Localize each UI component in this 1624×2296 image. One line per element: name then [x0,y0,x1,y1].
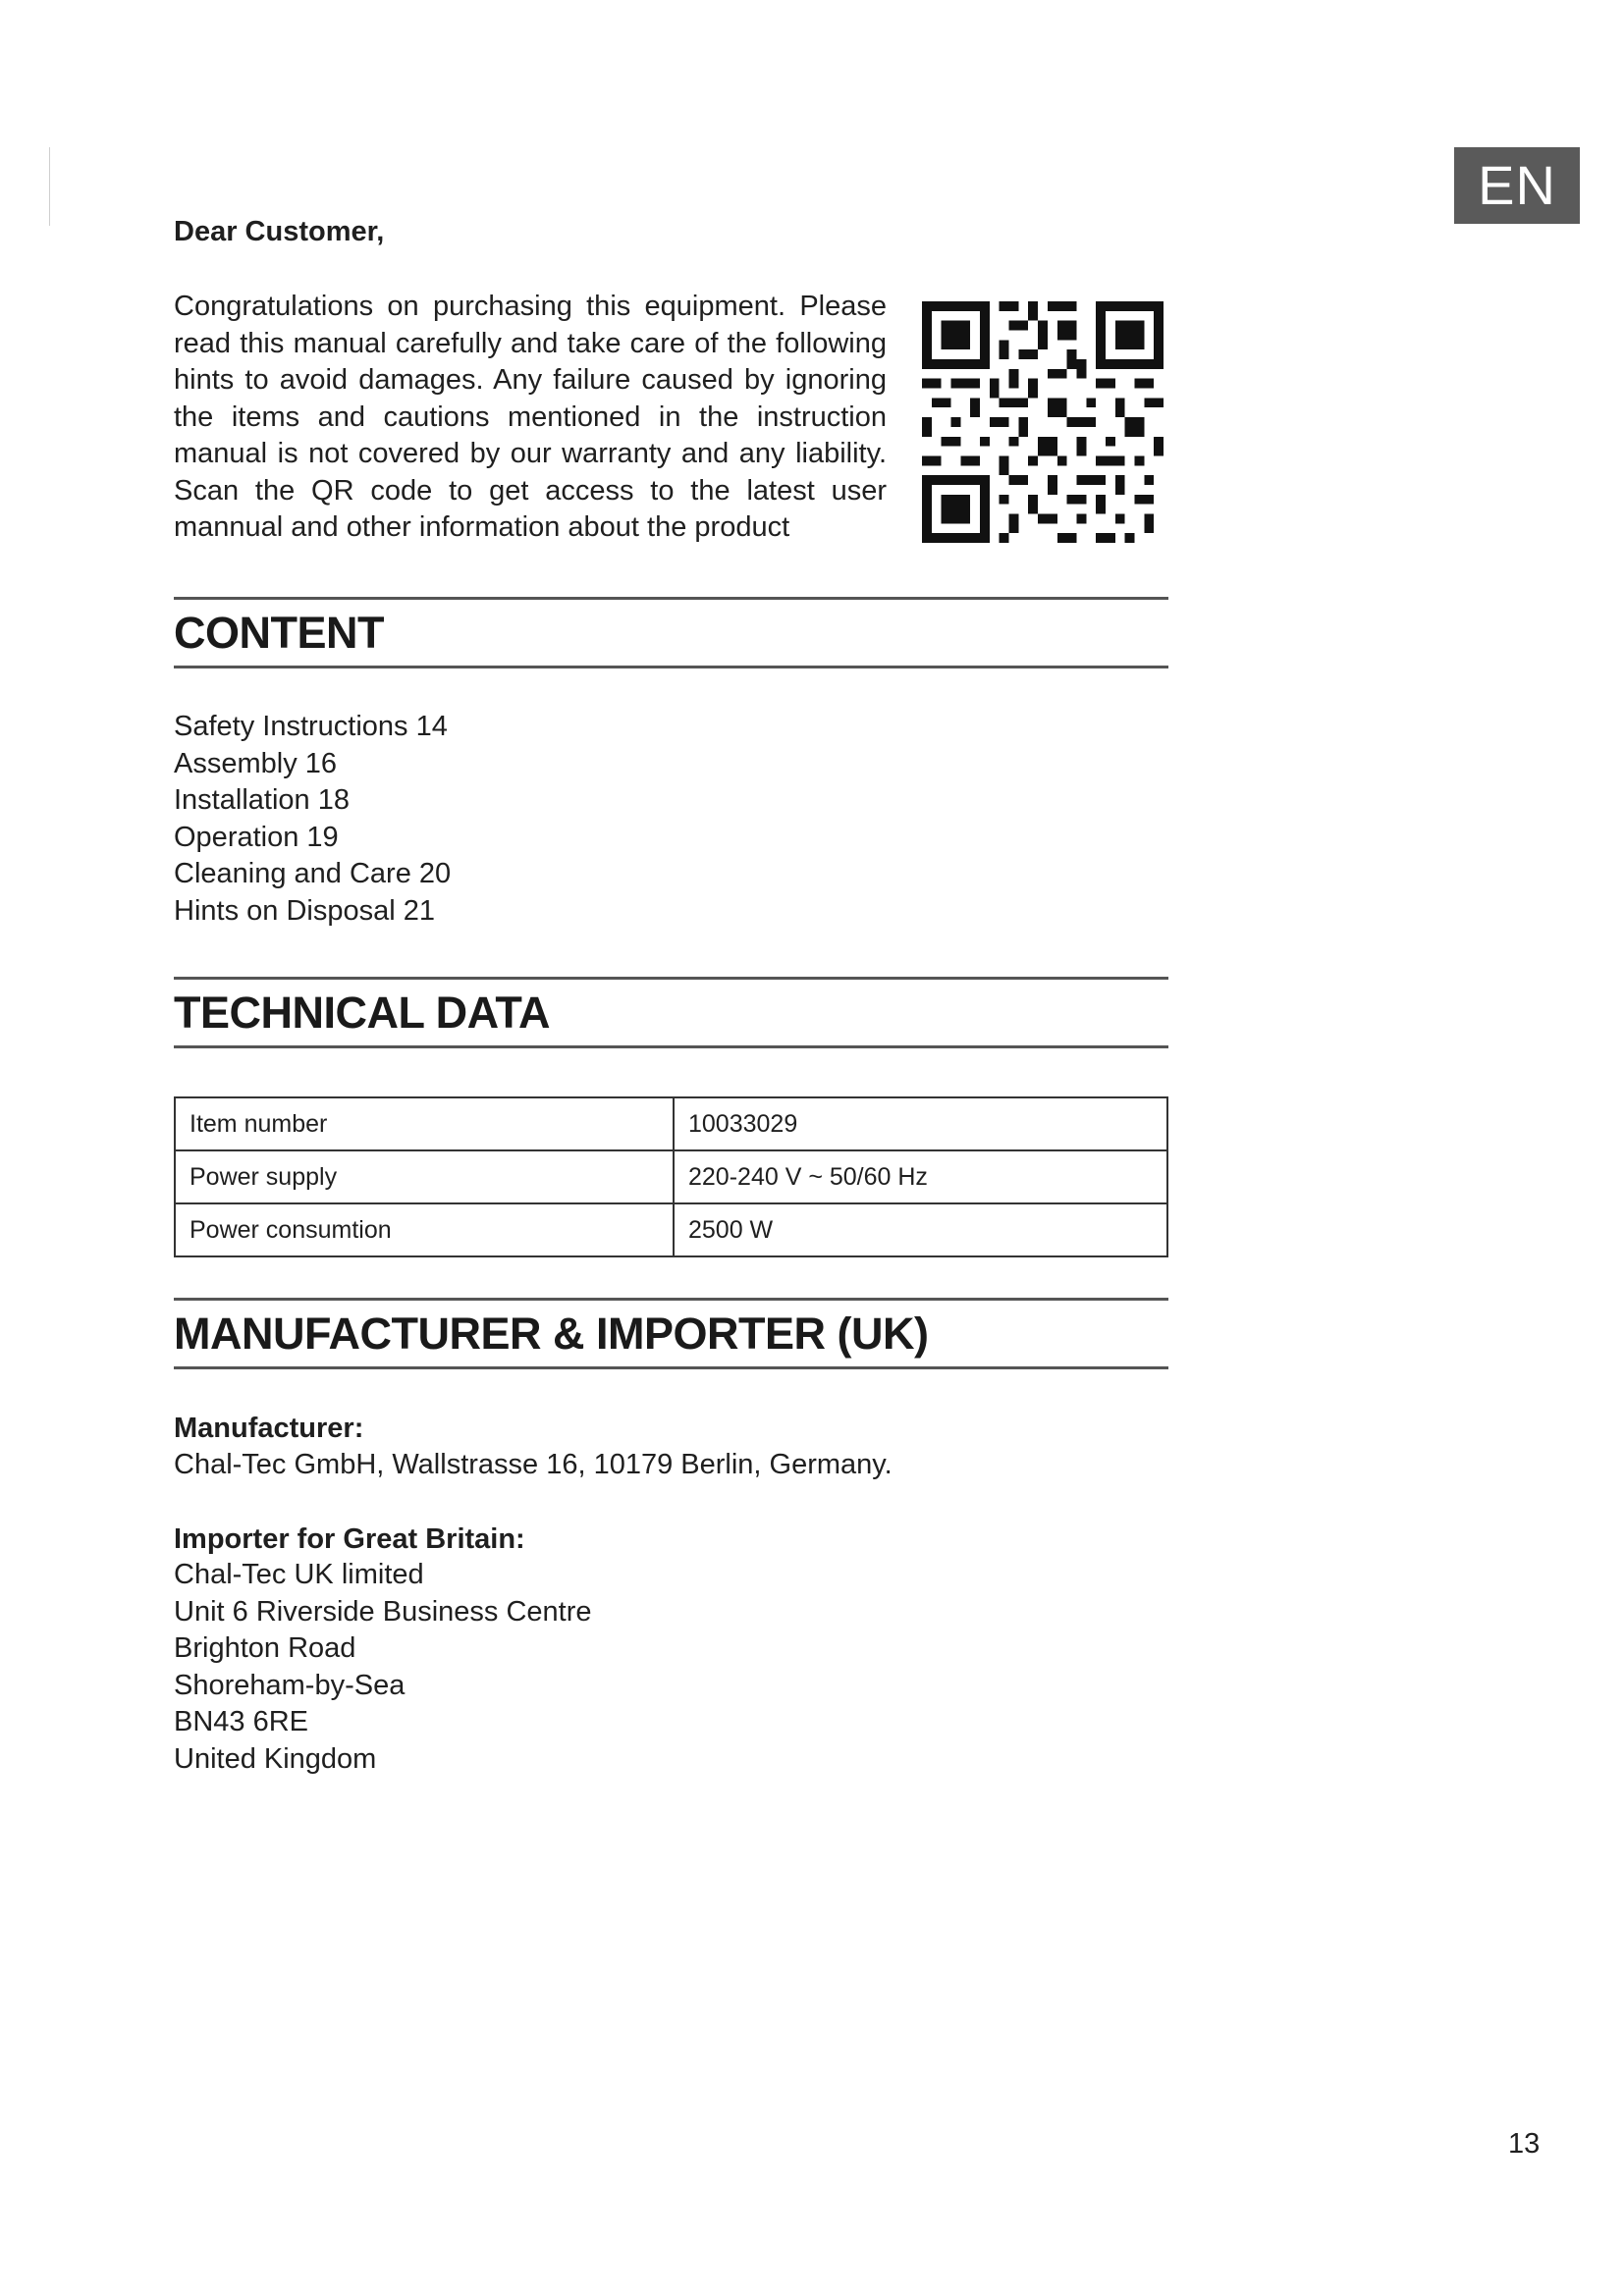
page-number: 13 [1508,2128,1541,2160]
spec-label: Power consumtion [175,1203,674,1256]
address-line: Shoreham-by-Sea [174,1669,406,1701]
intro-paragraph: Congratulations on purchasing this equipment. Please read this manual carefully and take care of the following hints to avoid damages. Any failure caused by ignoring the items and cautions mentioned in the instruction manual is not covered by our warranty and any liability. Scan the QR code to get access to the latest user mannual and other information about the product [174,291,887,543]
address-line: Brighton Road [174,1632,356,1664]
toc-item[interactable]: Assembly 16 [174,747,338,779]
address-line: United Kingdom [174,1742,377,1775]
qr-code-image [922,301,1164,543]
toc-item[interactable]: Installation 18 [174,784,350,816]
importer-address [174,1557,592,1778]
section-rule [174,666,1168,668]
toc-item[interactable]: Operation 19 [174,821,339,853]
section-rule [174,597,1168,600]
language-badge: EN [1454,147,1580,224]
importer-label: Importer for Great Britain: [174,1523,525,1555]
content-heading: CONTENT [174,608,384,658]
section-rule [174,1045,1168,1048]
toc-item[interactable]: Safety Instructions 14 [174,711,448,742]
table-of-contents [174,709,451,930]
spec-label: Power supply [175,1150,674,1203]
table-row [175,1203,1167,1256]
toc-item[interactable]: Hints on Disposal 21 [174,894,435,927]
section-rule [174,1298,1168,1301]
spec-value: 220-240 V ~ 50/60 Hz [674,1150,1167,1203]
address-line: Unit 6 Riverside Business Centre [174,1595,592,1628]
manufacturer-label: Manufacturer: [174,1413,364,1444]
address-line: BN43 6RE [174,1706,309,1737]
table-row [175,1097,1167,1150]
spec-value: 2500 W [674,1203,1167,1256]
greeting: Dear Customer, [174,216,385,247]
technical-data-heading: TECHNICAL DATA [174,988,550,1038]
spec-label: Item number [175,1097,674,1150]
manufacturer-heading: MANUFACTURER & IMPORTER (UK) [174,1308,929,1359]
manufacturer-address: Chal-Tec GmbH, Wallstrasse 16, 10179 Berlin, Germany. [174,1449,893,1480]
margin-rule [49,147,50,226]
table-row [175,1150,1167,1203]
spec-value: 10033029 [674,1097,1167,1150]
qr-code[interactable] [922,301,1164,543]
section-rule [174,977,1168,980]
technical-data-table [174,1096,1168,1257]
section-rule [174,1366,1168,1369]
toc-item[interactable]: Cleaning and Care 20 [174,858,452,889]
address-line: Chal-Tec UK limited [174,1559,424,1590]
